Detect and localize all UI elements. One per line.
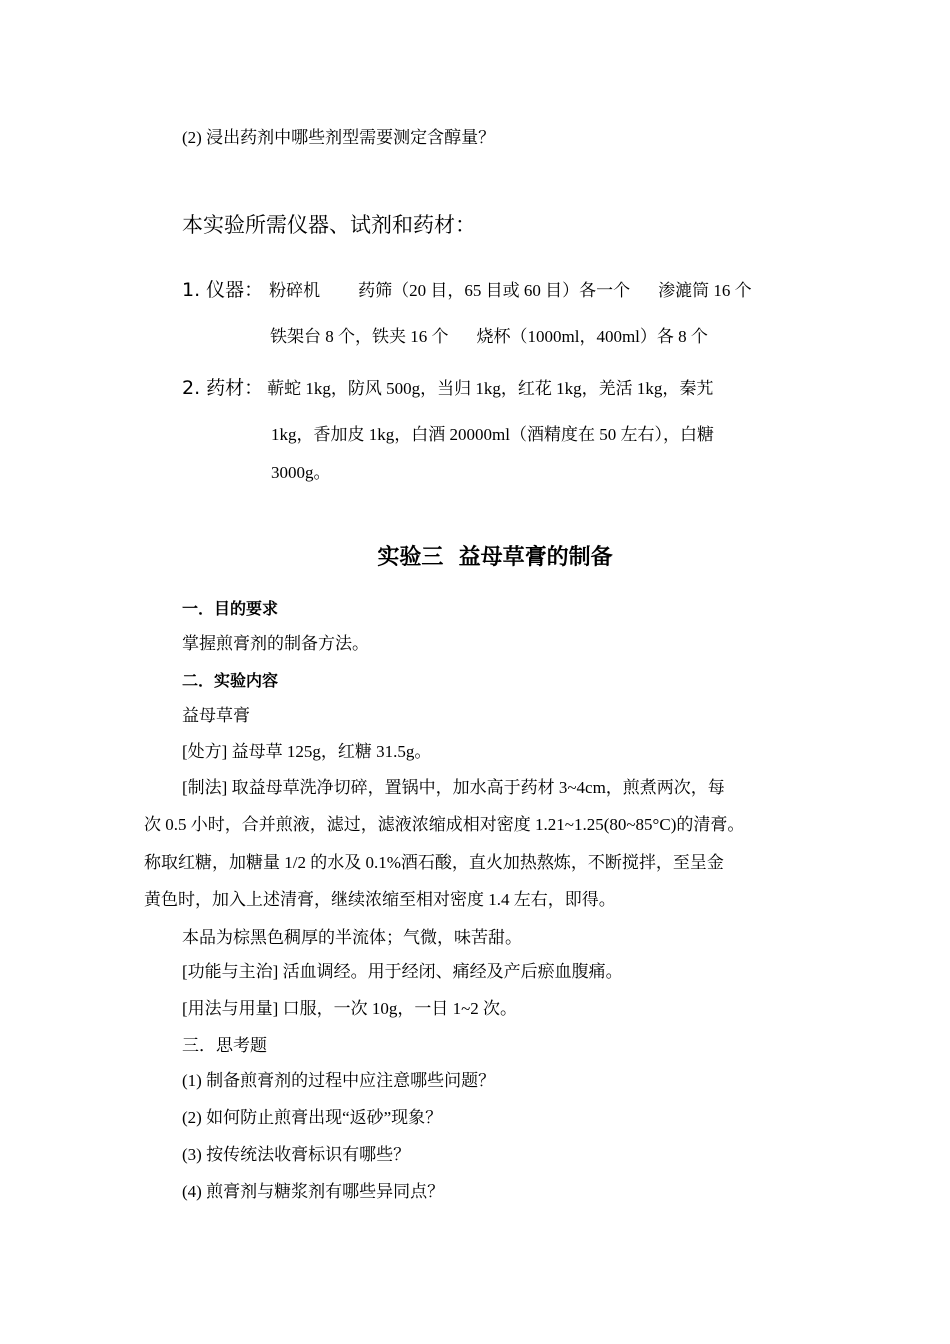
instruments-line-2 [270, 327, 708, 347]
instrument-item: 铁架台 8 个，铁夹 16 个 [270, 327, 449, 346]
experiment-title: 实验三 益母草膏的制备 [377, 545, 613, 570]
materials-line-2: 1kg，香加皮 1kg，白酒 20000ml（酒精度在 50 左右），白糖 [271, 425, 714, 444]
method-line: [制法] 取益母草洗净切碎，置锅中，加水高于药材 3~4cm，煎煮两次，每 [182, 778, 725, 797]
instrument-item: 渗漉筒 16 个 [658, 281, 752, 300]
instruments-line-1 [182, 278, 752, 302]
content-heading: 二．实验内容 [182, 671, 279, 690]
objective-heading: 一．目的要求 [182, 599, 279, 618]
question-item: (3) 按传统法收膏标识有哪些？ [182, 1145, 411, 1164]
question-2-previous: (2) 浸出药剂中哪些剂型需要测定含醇量？ [182, 128, 496, 147]
materials-text: 蕲蛇 1kg，防风 500g，当归 1kg，红花 1kg，羌活 1kg，秦艽 [267, 379, 714, 398]
instrument-item: 烧杯（1000ml，400ml）各 8 个 [476, 327, 708, 346]
materials-label: 2. 药材： [182, 377, 264, 399]
materials-line-1 [182, 376, 713, 400]
product-description: 本品为棕黑色稠厚的半流体；气微，味苦甜。 [182, 928, 522, 947]
preparation-name: 益母草膏 [182, 706, 250, 725]
section-heading: 本实验所需仪器、试剂和药材： [182, 213, 476, 237]
usage-dosage: [用法与用量] 口服，一次 10g，一日 1~2 次。 [182, 999, 518, 1018]
instruments-label: 1. 仪器： [182, 279, 264, 301]
instrument-item: 粉碎机 [269, 281, 321, 300]
materials-line-3: 3000g。 [271, 463, 331, 482]
method-line: 黄色时，加入上述清膏，继续浓缩至相对密度 1.4 左右，即得。 [144, 890, 616, 909]
question-item: (2) 如何防止煎膏出现“返砂”现象？ [182, 1108, 443, 1127]
question-item: (1) 制备煎膏剂的过程中应注意哪些问题？ [182, 1071, 496, 1090]
method-line: 次 0.5 小时，合并煎液，滤过，滤液浓缩成相对密度 1.21~1.25(80~85°C)的清膏。 [144, 815, 745, 834]
objective-text: 掌握煎膏剂的制备方法。 [182, 634, 369, 653]
method-line: 称取红糖，加糖量 1/2 的水及 0.1%酒石酸，直火加热熬炼，不断搅拌，至呈金 [144, 853, 724, 872]
function-indication: [功能与主治] 活血调经。用于经闭、痛经及产后瘀血腹痛。 [182, 962, 623, 981]
instrument-item: 药筛（20 目，65 目或 60 目）各一个 [358, 281, 631, 300]
prescription: [处方] 益母草 125g，红糖 31.5g。 [182, 742, 432, 761]
questions-heading: 三．思考题 [182, 1036, 267, 1055]
question-item: (4) 煎膏剂与糖浆剂有哪些异同点？ [182, 1182, 445, 1201]
